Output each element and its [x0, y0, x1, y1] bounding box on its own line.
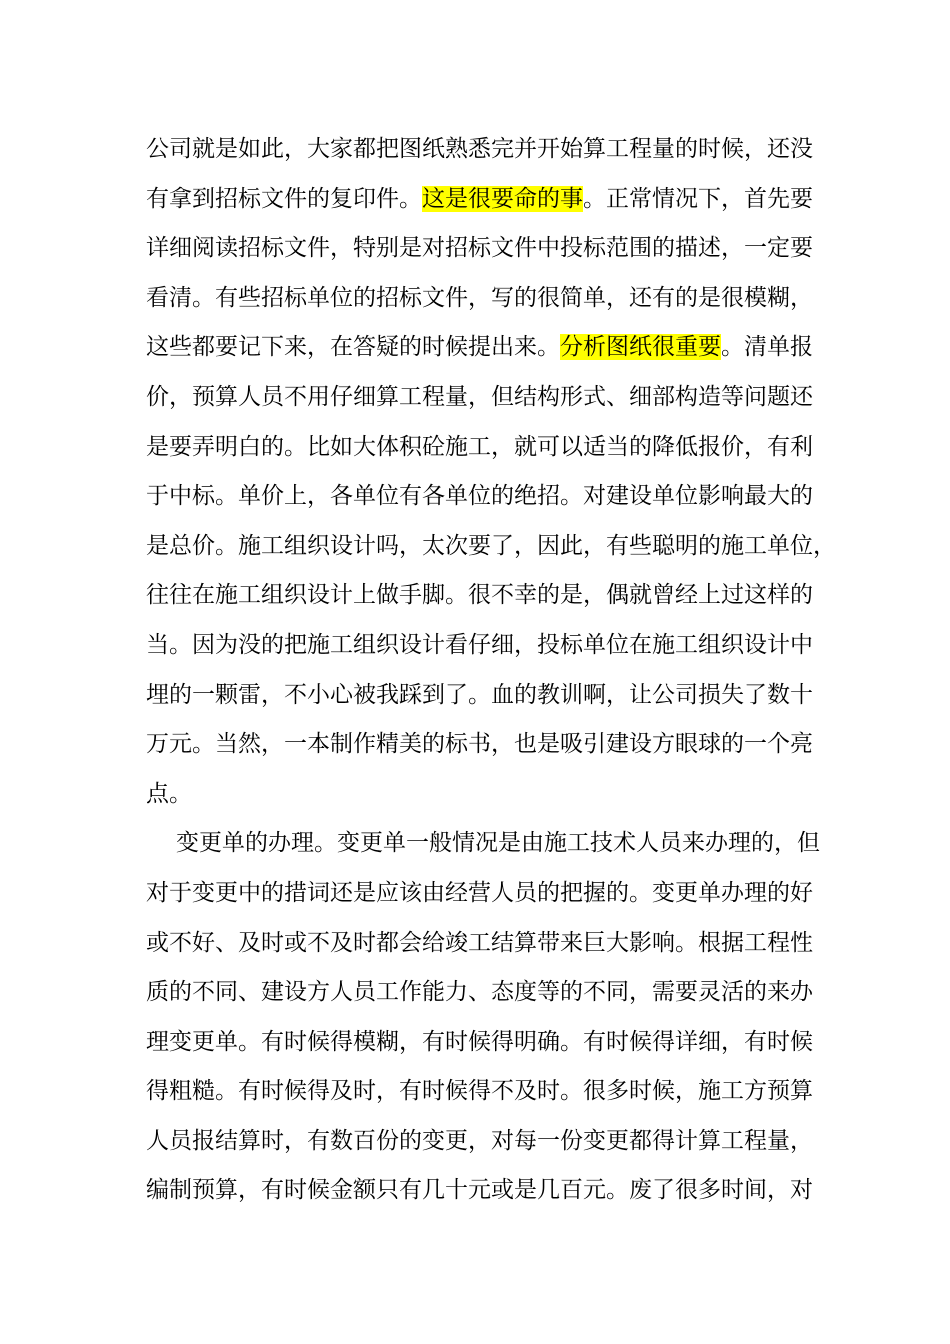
text-line: 当。因为没的把施工组织设计看仔细，投标单位在施工组织设计中: [146, 631, 813, 658]
text-line: 是要弄明白的。比如大体积砼施工，就可以适当的降低报价，有利: [146, 433, 813, 460]
text-segment: 。清单报: [721, 334, 813, 361]
text-line: 于中标。单价上，各单位有各单位的绝招。对建设单位影响最大的: [146, 483, 813, 510]
text-line: 对于变更中的措词还是应该由经营人员的把握的。变更单办理的好: [146, 879, 813, 906]
paragraph-change-orders: [146, 819, 820, 1216]
text-line: 价，预算人员不用仔细算工程量，但结构形式、细部构造等问题还: [146, 383, 813, 410]
text-line: [146, 323, 813, 373]
text-line: 埋的一颗雷，不小心被我踩到了。血的教训啊，让公司损失了数十: [146, 681, 813, 708]
text-line: [146, 175, 813, 225]
text-line: 看清。有些招标单位的招标文件，写的很简单，还有的是很模糊，: [146, 284, 813, 311]
text-line: 万元。当然，一本制作精美的标书，也是吸引建设方眼球的一个亮: [146, 731, 813, 758]
text-line: 往往在施工组织设计上做手脚。很不幸的是，偶就曾经上过这样的: [146, 582, 813, 609]
text-line: 是总价。施工组织设计吗，太次要了，因此，有些聪明的施工单位，: [146, 532, 836, 559]
document-body: [146, 125, 836, 1216]
text-line: 理变更单。有时候得模糊，有时候得明确。有时候得详细，有时候: [146, 1028, 813, 1055]
text-segment: 。正常情况下，首先要: [583, 185, 813, 212]
text-line: 人员报结算时，有数百份的变更，对每一份变更都得计算工程量，: [146, 1127, 813, 1154]
highlighted-text: 这是很要命的事: [422, 185, 583, 212]
text-segment: 有拿到招标文件的复印件。: [146, 185, 422, 212]
highlighted-text: 分析图纸很重要: [560, 334, 721, 361]
text-line: 变更单的办理。变更单一般情况是由施工技术人员来办理的，但: [176, 830, 820, 857]
text-line: 公司就是如此，大家都把图纸熟悉完并开始算工程量的时候，还没: [146, 136, 813, 162]
text-line: 详细阅读招标文件，特别是对招标文件中投标范围的描述，一定要: [146, 235, 813, 262]
text-line: 或不好、及时或不及时都会给竣工结算带来巨大影响。根据工程性: [146, 929, 813, 956]
text-line: 编制预算，有时候金额只有几十元或是几百元。废了很多时间，对: [146, 1177, 813, 1204]
text-line: 点。: [146, 780, 192, 807]
text-line: 得粗糙。有时候得及时，有时候得不及时。很多时候，施工方预算: [146, 1078, 813, 1105]
text-segment: 这些都要记下来，在答疑的时候提出来。: [146, 334, 560, 361]
paragraph-bid-documents: [146, 125, 836, 819]
text-line: 质的不同、建设方人员工作能力、态度等的不同，需要灵活的来办: [146, 979, 813, 1006]
